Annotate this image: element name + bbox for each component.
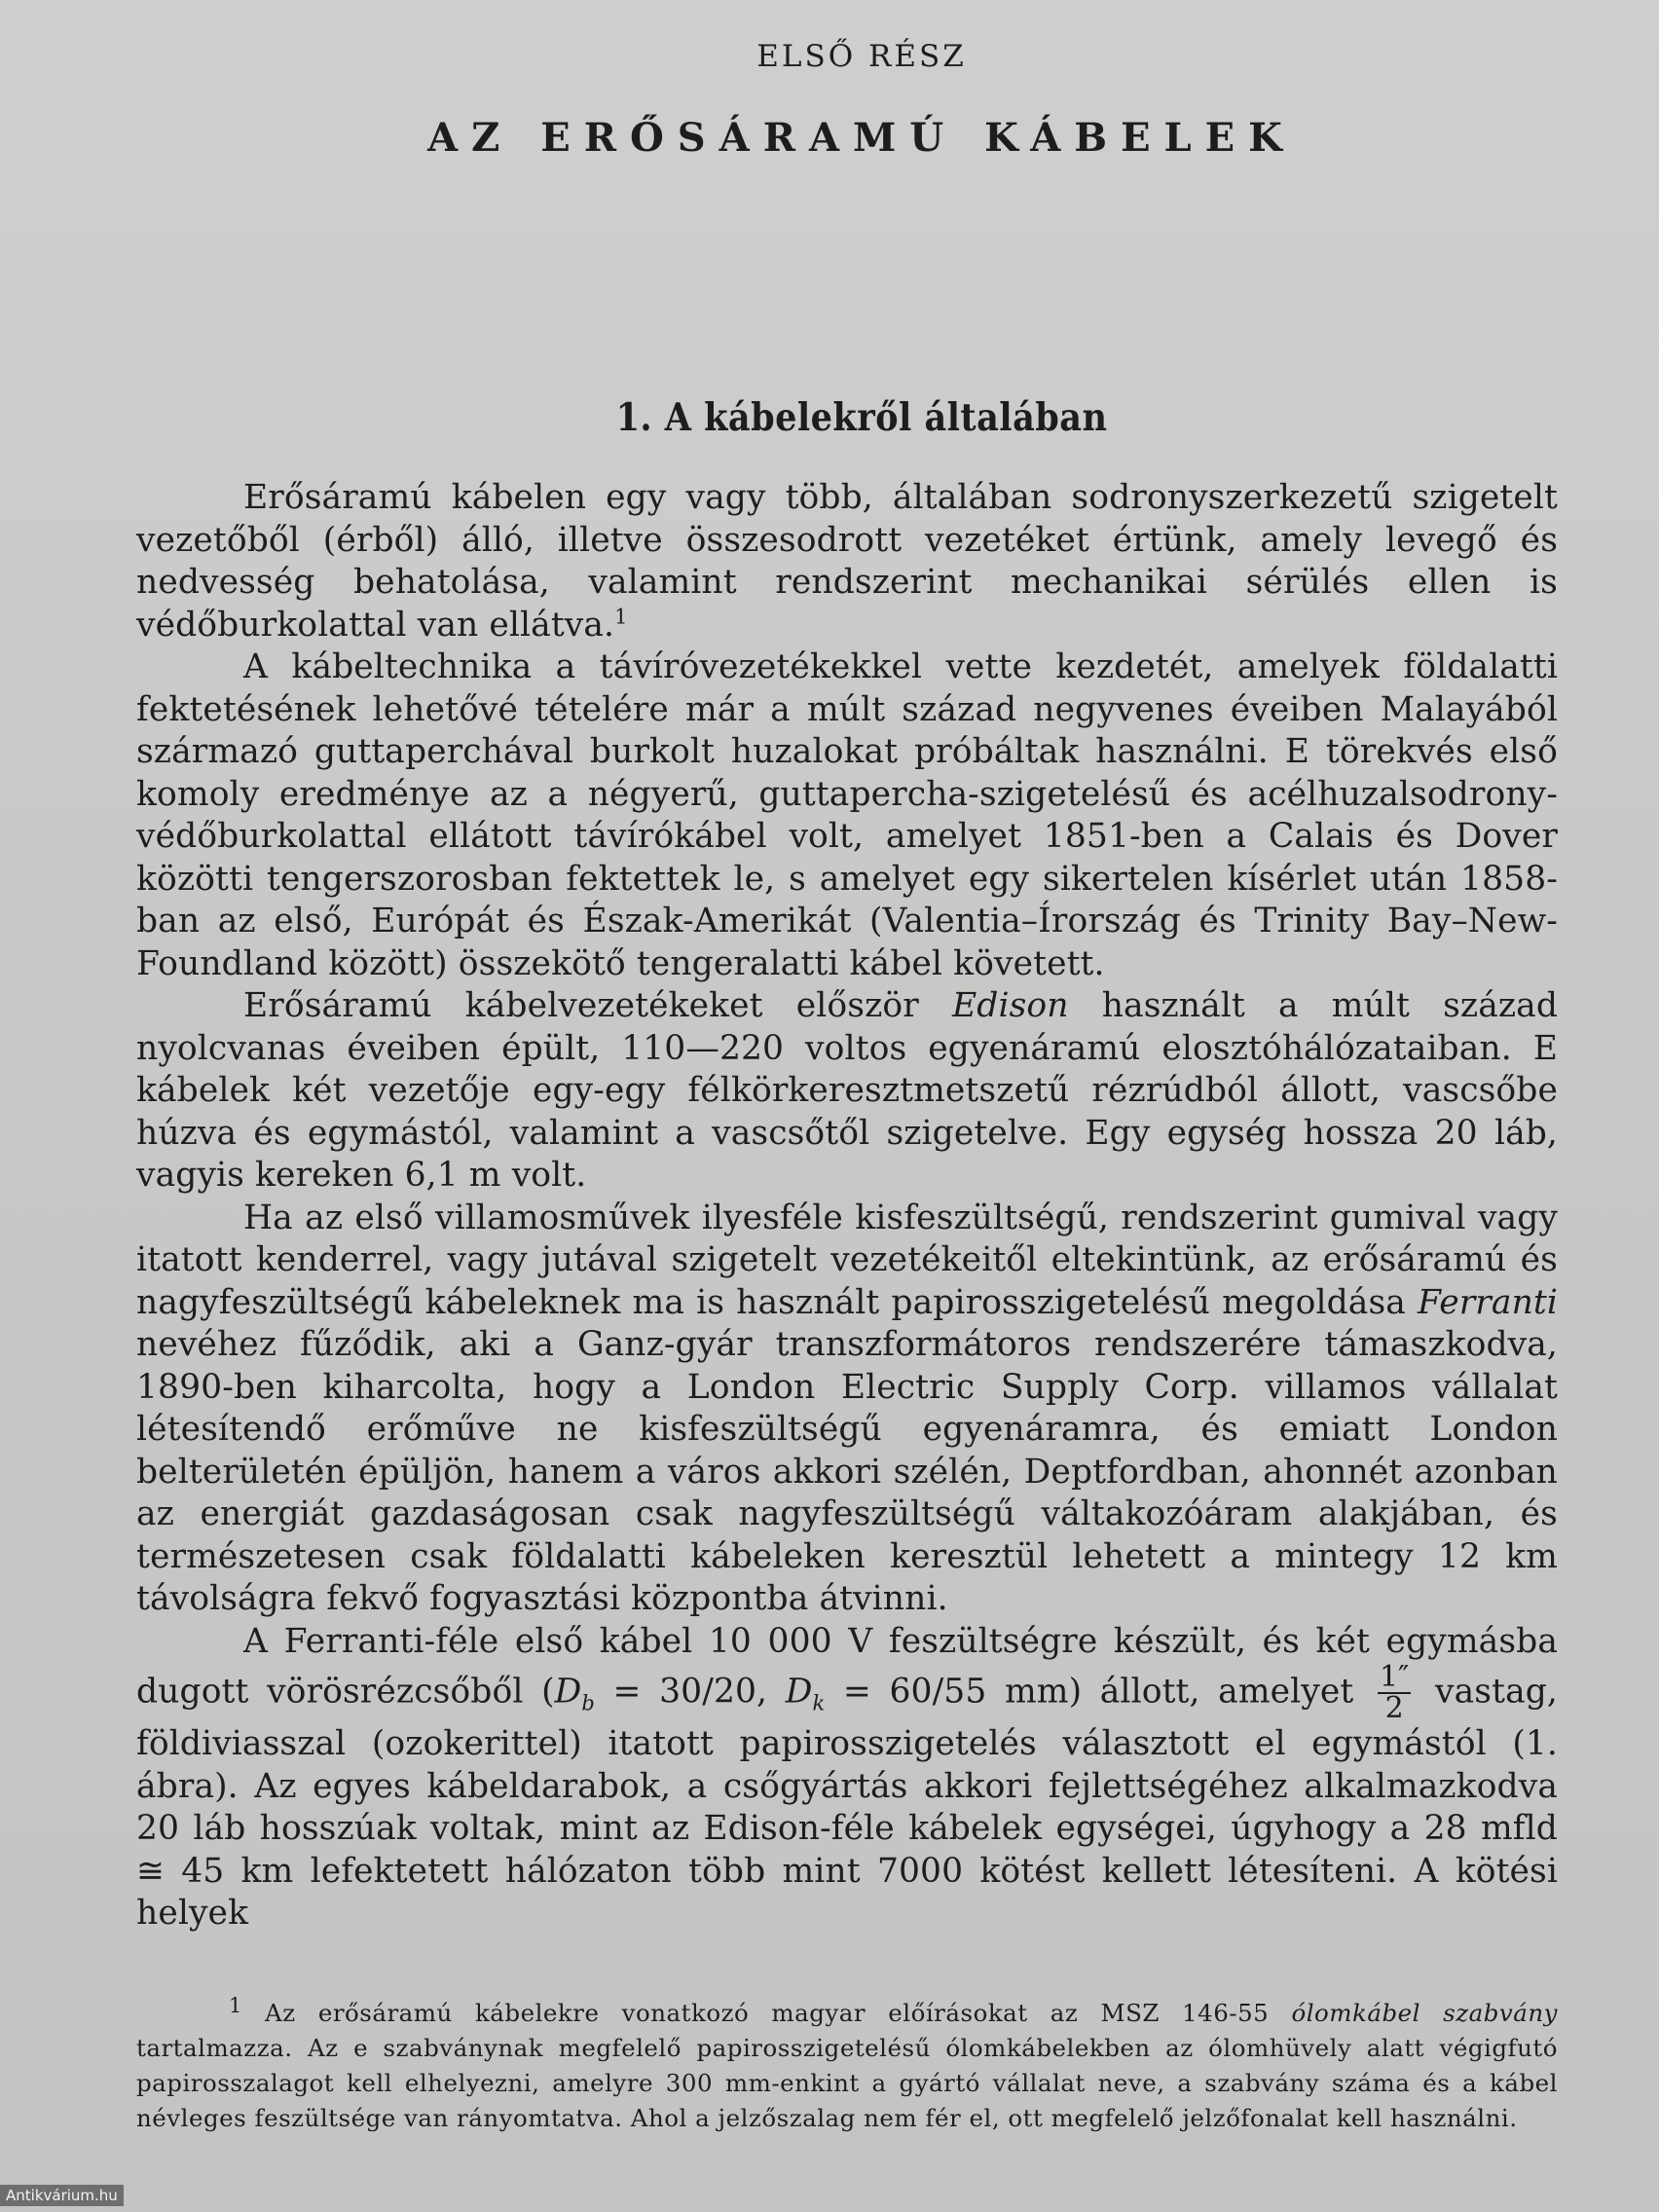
footnote-text [136,1993,1558,2136]
symbol-db: D [554,1672,582,1712]
fraction-numerator: 1″ [1379,1660,1410,1694]
paragraph-1-text: Erősáramú kábelen egy vagy több, általában sodronyszerkezetű szigetelt vezetőből (érből) álló, illetve összesodrott vezetéket értünk, amely levegő és nedvesség behatolása, valamint rendszerint mechanikai sérülés ellen is védőburkolattal van ellátva. [136,478,1558,645]
footnote-italic: ólomkábel szabvány [1291,1999,1558,2027]
paragraph-5-text-a: A Ferranti-féle első kábel 10 000 V feszültségre készült, és két egymásba dugott vörösrézcsőből ( [136,1621,1558,1712]
watermark: Antikvárium.hu [0,2185,124,2206]
paragraph-1 [136,477,1558,646]
db-value: = 30/20, [594,1672,786,1712]
part-label: ELSŐ RÉSZ [756,39,967,74]
paragraph-3 [136,985,1558,1198]
paragraph-2-text: A kábeltechnika a távíróvezetékekkel vette kezdetét, amelyek földalatti fektetésének lehetővé tételére már a múlt század negyvenes éveiben Malayából származó guttaperchával burkolt huzalokat próbáltak használni. E törekvés első komoly eredménye az a négyerű, guttapercha-szigetelésű és acélhuzalsodrony-védőburkolattal ellátott távírókábel volt, amelyet 1851-ben a Calais és Dover közötti tengerszorosban fektettek le, s amelyet egy sikertelen kísérlet után 1858-ban az első, Európát és Észak-Amerikát (Valentia–Írország és Trinity Bay–New-Foundland között) összekötő tengeralatti kábel követett. [136,647,1558,983]
symbol-db-sub: b [581,1691,595,1715]
paragraph-3-text-a: Erősáramú kábelvezetékeket először [243,986,952,1025]
paragraph-4 [136,1198,1558,1621]
paragraph-2 [136,646,1558,985]
footnote [136,1993,1558,2136]
symbol-dk-sub: k [812,1691,826,1715]
footnote-marker: 1 [229,1993,242,2017]
paragraph-5-text-b: vastag, földiviasszal (ozokerittel) itatott papirosszigetelés választott el egymástól (1. ábra). Az egyes kábeldarabok, a csőgyártás akkori fejlettségéhez alkalmazkodva 20 láb hosszúak voltak, mint az Edison-féle kábelek egységei, úgyhogy a 28 mfld ≅ 45 km lefektetett hálózaton több mint 7000 kötést kellett létesíteni. A kötési helyek [136,1672,1558,1933]
paragraph-3-text-b: használt a múlt század nyolcvanas éveiben épült, 110—220 voltos egyenáramú elosztóhálózataiban. E kábelek két vezetője egy-egy félkörkeresztmetszetű rézrúdból állott, vascsőbe húzva és egymástól, valamint a vascsőtől szigetelve. Egy egység hossza 20 láb, vagyis kereken 6,1 m volt. [136,986,1559,1195]
paragraph-4-text-a: Ha az első villamosművek ilyesféle kisfeszültségű, rendszerint gumival vagy itatott kenderrel, vagy jutával szigetelt vezetékeitől eltekintünk, az erősáramú és nagyfeszültségű kábeleknek ma is használt papirosszigetelésű megoldása [136,1198,1558,1322]
footnote-text-b: tartalmazza. Az e szabványnak megfelelő papirosszigetelésű ólomkábelekben az ólomhüvely alatt végigfutó papirosszalagot kell elhelyezni, amelyre 300 mm-enkint a gyártó vállalat neve, a szabvány száma és a kábel névleges feszültsége van rányomtatva. Ahol a jelzőszalag nem fér el, ott megfelelő jelzőfonalat kell használni. [136,2034,1558,2132]
section-heading: 1. A kábelekről általában [615,395,1108,440]
name-edison: Edison [951,986,1069,1025]
paragraph-4-text-b: nevéhez fűződik, aki a Ganz-gyár transzformátoros rendszerére támaszkodva, 1890-ben kiharcolta, hogy a London Electric Supply Corp. villamos vállalat létesítendő erőműve ne kisfeszültségű egyenáramra, és emiatt London belterületén épüljön, hanem a város akkori szélén, Deptfordban, ahonnét azonban az energiát gazdaságosan csak nagyfeszültségű váltakozóáram alakjában, és természetesen csak földalatti kábeleken keresztül lehetett a mintegy 12 km távolságra fekvő fogyasztási központba átvinni. [136,1325,1558,1618]
name-ferranti: Ferranti [1418,1282,1558,1322]
footnote-text-a: Az erősáramú kábelekre vonatkozó magyar előírásokat az MSZ 146-55 [241,1999,1292,2027]
part-title: AZ ERŐSÁRAMÚ KÁBELEK [427,115,1296,161]
paragraph-5 [136,1621,1558,1936]
fraction-denominator: 2 [1384,1691,1404,1725]
fraction-half-inch [1378,1660,1412,1725]
symbol-dk: D [785,1672,813,1712]
body-text [136,477,1558,1936]
footnote-ref: 1 [614,605,628,628]
dk-value: = 60/55 mm) állott, amelyet [825,1672,1372,1712]
